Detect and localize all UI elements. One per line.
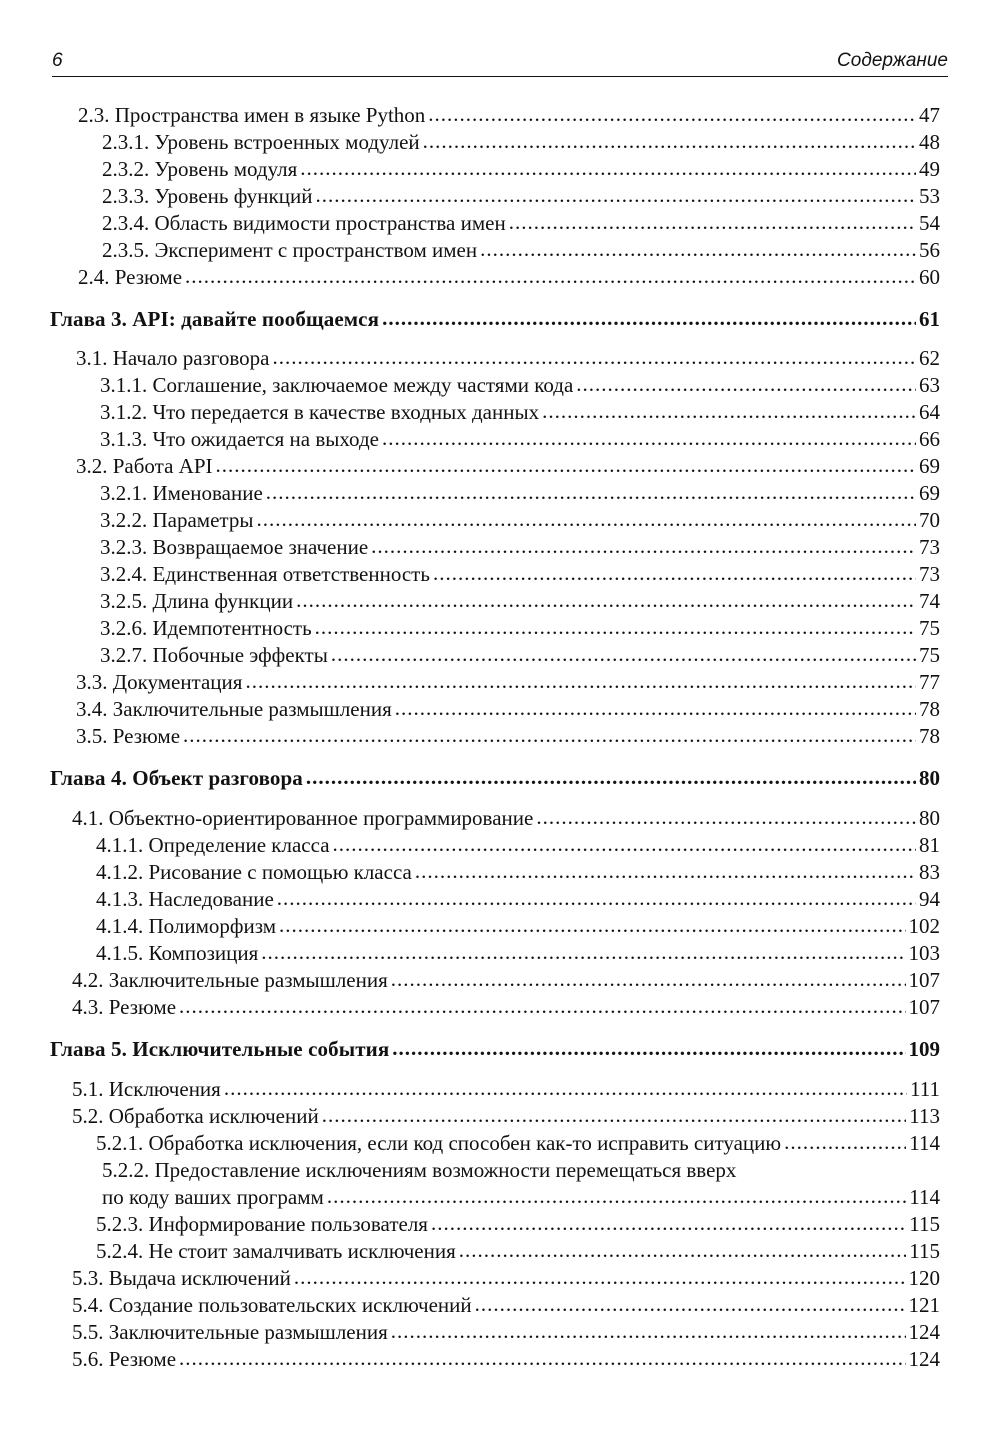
toc-entry-title: 2.3. Пространства имен в языке Python [78, 103, 426, 127]
toc-entry[interactable] [102, 237, 940, 264]
toc-entry-title: 5.2. Обработка исключений [72, 1104, 319, 1128]
leader-dots [382, 305, 916, 332]
toc-page-number: 47 [919, 103, 940, 127]
toc-entry-title: 3.2.5. Длина функции [100, 589, 294, 613]
toc-entry[interactable] [72, 1292, 940, 1319]
page-number: 6 [52, 50, 63, 71]
toc-entry-title: 2.3.3. Уровень функций [102, 184, 313, 208]
toc-entry[interactable] [72, 967, 940, 994]
toc-page-number: 48 [919, 130, 940, 154]
toc-page-number: 49 [919, 157, 940, 181]
toc-entry-title: Глава 4. Объект разговора [50, 766, 303, 790]
leader-dots [395, 695, 916, 722]
leader-dots [185, 263, 916, 290]
toc-entry-title: 5.4. Создание пользовательских исключений [72, 1293, 472, 1317]
leader-dots [433, 560, 916, 587]
toc-entry[interactable] [100, 615, 940, 642]
toc-entry-title: 5.1. Исключения [72, 1077, 221, 1101]
toc-page-number: 121 [908, 1293, 940, 1317]
leader-dots [480, 236, 916, 263]
toc-entry-title: 5.2.1. Обработка исключения, если код способен как-то исправить ситуацию [96, 1131, 782, 1155]
leader-dots [245, 668, 916, 695]
toc-page-number: 66 [919, 427, 940, 451]
toc-entry-title: 3.3. Документация [76, 670, 243, 694]
toc-entry[interactable] [96, 1130, 940, 1157]
toc-page-number: 70 [919, 508, 940, 532]
toc-entry-title: 2.3.5. Эксперимент с пространством имен [102, 238, 478, 262]
toc-entry[interactable] [96, 886, 940, 913]
leader-dots [322, 1102, 907, 1129]
toc-entry[interactable] [72, 1319, 940, 1346]
toc-entry[interactable] [76, 345, 940, 372]
toc-entry[interactable] [100, 642, 940, 669]
toc-entry[interactable] [100, 507, 940, 534]
toc-entry[interactable] [100, 399, 940, 426]
toc-entry[interactable] [76, 669, 940, 696]
toc-entry-title: 5.2.3. Информирование пользователя [96, 1212, 428, 1236]
toc-entry[interactable] [76, 453, 940, 480]
toc-entry-title: по коду ваших программ [102, 1185, 324, 1209]
toc-page-number: 111 [910, 1077, 940, 1101]
toc-entry-title: 3.2.6. Идемпотентность [100, 616, 312, 640]
leader-dots [216, 452, 917, 479]
toc-page-number: 78 [919, 724, 940, 748]
leader-dots [179, 1345, 905, 1372]
leader-dots [327, 1183, 906, 1210]
toc-entry-title: 3.1.2. Что передается в качестве входных данных [100, 400, 540, 424]
toc-entry[interactable] [72, 1076, 940, 1103]
toc-entry[interactable] [100, 561, 940, 588]
leader-dots [415, 858, 916, 885]
toc-entry-title: 4.3. Резюме [72, 995, 177, 1019]
toc-entry-title: 2.3.1. Уровень встроенных модулей [102, 130, 420, 154]
toc-page-number: 75 [919, 616, 940, 640]
toc-entry-title: 4.2. Заключительные размышления [72, 968, 388, 992]
toc-page-number: 80 [919, 766, 940, 790]
toc-entry[interactable] [96, 1211, 940, 1238]
toc-entry-title: 2.3.4. Область видимости пространства имен [102, 211, 506, 235]
toc-page-number: 120 [908, 1266, 940, 1290]
toc-entry-title: 4.1.5. Композиция [96, 941, 259, 965]
toc-page-number: 103 [908, 941, 940, 965]
toc-entry-title: 4.1.4. Полиморфизм [96, 914, 277, 938]
leader-dots [459, 1237, 907, 1264]
toc-chapter[interactable] [50, 306, 940, 333]
toc-page-number: 94 [919, 887, 940, 911]
toc-page-number: 61 [919, 307, 940, 331]
toc-entry[interactable] [96, 940, 940, 967]
leader-dots [391, 966, 906, 993]
toc-entry-title: 3.2.4. Единственная ответственность [100, 562, 430, 586]
toc-page-number: 60 [919, 265, 940, 289]
leader-dots [331, 641, 916, 668]
toc-entry-title: 3.2. Работа API [76, 454, 213, 478]
leader-dots [536, 804, 916, 831]
toc-entry[interactable] [100, 372, 940, 399]
toc-page-number: 113 [909, 1104, 940, 1128]
toc-entry[interactable] [96, 832, 940, 859]
toc-entry-title: 4.1.2. Рисование с помощью класса [96, 860, 412, 884]
toc-entry-title: 3.1.3. Что ожидается на выходе [100, 427, 379, 451]
leader-dots [371, 533, 916, 560]
toc-entry-title: 4.1.3. Наследование [96, 887, 274, 911]
toc-page-number: 124 [908, 1320, 940, 1344]
leader-dots [576, 371, 916, 398]
toc-page-number: 102 [908, 914, 940, 938]
leader-dots [428, 101, 916, 128]
toc-page-number: 73 [919, 562, 940, 586]
toc-entry[interactable] [102, 129, 940, 156]
toc-chapter[interactable] [50, 765, 940, 792]
toc-entry-title: 3.1. Начало разговора [76, 346, 270, 370]
toc-entry[interactable] [72, 1346, 940, 1373]
toc-page-number: 80 [919, 806, 940, 830]
toc-entry[interactable] [78, 264, 940, 291]
leader-dots [333, 831, 916, 858]
toc-entry-title: 5.3. Выдача исключений [72, 1266, 291, 1290]
toc-entry[interactable] [100, 534, 940, 561]
leader-dots [296, 587, 916, 614]
toc-page-number: 62 [919, 346, 940, 370]
toc-entry-title: 5.5. Заключительные размышления [72, 1320, 388, 1344]
leader-dots [392, 1035, 905, 1062]
toc-page-number: 115 [909, 1212, 940, 1236]
leader-dots [294, 1264, 906, 1291]
toc-entry[interactable] [72, 1265, 940, 1292]
toc-entry-title: 4.1.1. Определение класса [96, 833, 330, 857]
leader-dots [423, 128, 916, 155]
leader-dots [509, 209, 916, 236]
leader-dots [542, 398, 916, 425]
toc-page-number: 74 [919, 589, 940, 613]
toc-entry-title: 3.2.2. Параметры [100, 508, 254, 532]
toc-entry[interactable] [96, 859, 940, 886]
leader-dots [382, 425, 916, 452]
leader-dots [279, 912, 905, 939]
toc-page-number: 77 [919, 670, 940, 694]
toc-entry-title: 5.6. Резюме [72, 1347, 177, 1371]
leader-dots [179, 993, 905, 1020]
toc-entry[interactable] [96, 1238, 940, 1265]
leader-dots [315, 182, 916, 209]
leader-dots [784, 1129, 906, 1156]
toc-entry-title: 3.2.3. Возвращаемое значение [100, 535, 369, 559]
toc-entry-title: 3.1.1. Соглашение, заключаемое между частями кода [100, 373, 574, 397]
leader-dots [306, 764, 916, 791]
toc-page-number: 124 [908, 1347, 940, 1371]
toc-entry[interactable] [76, 696, 940, 723]
toc-page-number: 78 [919, 697, 940, 721]
toc-entry[interactable] [76, 723, 940, 750]
toc-page-number: 69 [919, 481, 940, 505]
toc-chapter[interactable] [50, 1036, 940, 1063]
running-title: Содержание [837, 50, 948, 71]
toc-entry-title: 3.2.1. Именование [100, 481, 263, 505]
toc-page-number: 114 [909, 1185, 940, 1209]
toc-entry-title: 2.3.2. Уровень модуля [102, 157, 298, 181]
toc-page-number: 83 [919, 860, 940, 884]
toc-page-number: 107 [908, 995, 940, 1019]
toc-entry[interactable] [72, 805, 940, 832]
toc-entry-title: 3.4. Заключительные размышления [76, 697, 392, 721]
toc-page-number: 56 [919, 238, 940, 262]
leader-dots [183, 722, 916, 749]
leader-dots [300, 155, 916, 182]
toc-entry[interactable] [102, 183, 940, 210]
leader-dots [391, 1318, 906, 1345]
toc-entry[interactable] [102, 156, 940, 183]
toc-entry[interactable] [100, 426, 940, 453]
toc-entry-title: Глава 5. Исключительные события [50, 1037, 390, 1061]
toc-page-number: 54 [919, 211, 940, 235]
toc-page-number: 75 [919, 643, 940, 667]
toc-entry-title: 2.4. Резюме [78, 265, 183, 289]
leader-dots [431, 1210, 906, 1237]
leader-dots [315, 614, 916, 641]
toc-page-number: 53 [919, 184, 940, 208]
toc-page-number: 64 [919, 400, 940, 424]
toc-page-number: 63 [919, 373, 940, 397]
toc-entry[interactable] [78, 102, 940, 129]
leader-dots [224, 1075, 907, 1102]
toc-entry[interactable] [100, 480, 940, 507]
toc-entry-title: 4.1. Объектно-ориентированное программирование [72, 806, 534, 830]
toc-entry-title: 5.2.4. Не стоит замалчивать исключения [96, 1239, 456, 1263]
toc-entry[interactable] [102, 1184, 940, 1211]
toc-page-number: 107 [908, 968, 940, 992]
toc-page-number: 115 [909, 1239, 940, 1263]
toc-entry[interactable] [96, 913, 940, 940]
toc-entry-title: Глава 3. API: давайте пообщаемся [50, 307, 380, 331]
toc-entry[interactable] [102, 210, 940, 237]
toc-entry-first-line: 5.2.2. Предоставление исключениям возможности перемещаться вверх [102, 1158, 737, 1182]
toc-entry[interactable] [72, 1103, 940, 1130]
toc-page-number: 81 [919, 833, 940, 857]
leader-dots [261, 939, 905, 966]
leader-dots [475, 1291, 906, 1318]
leader-dots [266, 479, 916, 506]
leader-dots [273, 344, 917, 371]
toc-entry-title: 3.5. Резюме [76, 724, 181, 748]
toc-page-number: 69 [919, 454, 940, 478]
toc-entry[interactable] [72, 994, 940, 1021]
toc-page-number: 109 [908, 1037, 940, 1061]
leader-dots [256, 506, 916, 533]
toc-page-number: 114 [909, 1131, 940, 1155]
leader-dots [277, 885, 916, 912]
toc-entry[interactable] [100, 588, 940, 615]
toc-page-number: 73 [919, 535, 940, 559]
toc-entry-title: 3.2.7. Побочные эффекты [100, 643, 328, 667]
